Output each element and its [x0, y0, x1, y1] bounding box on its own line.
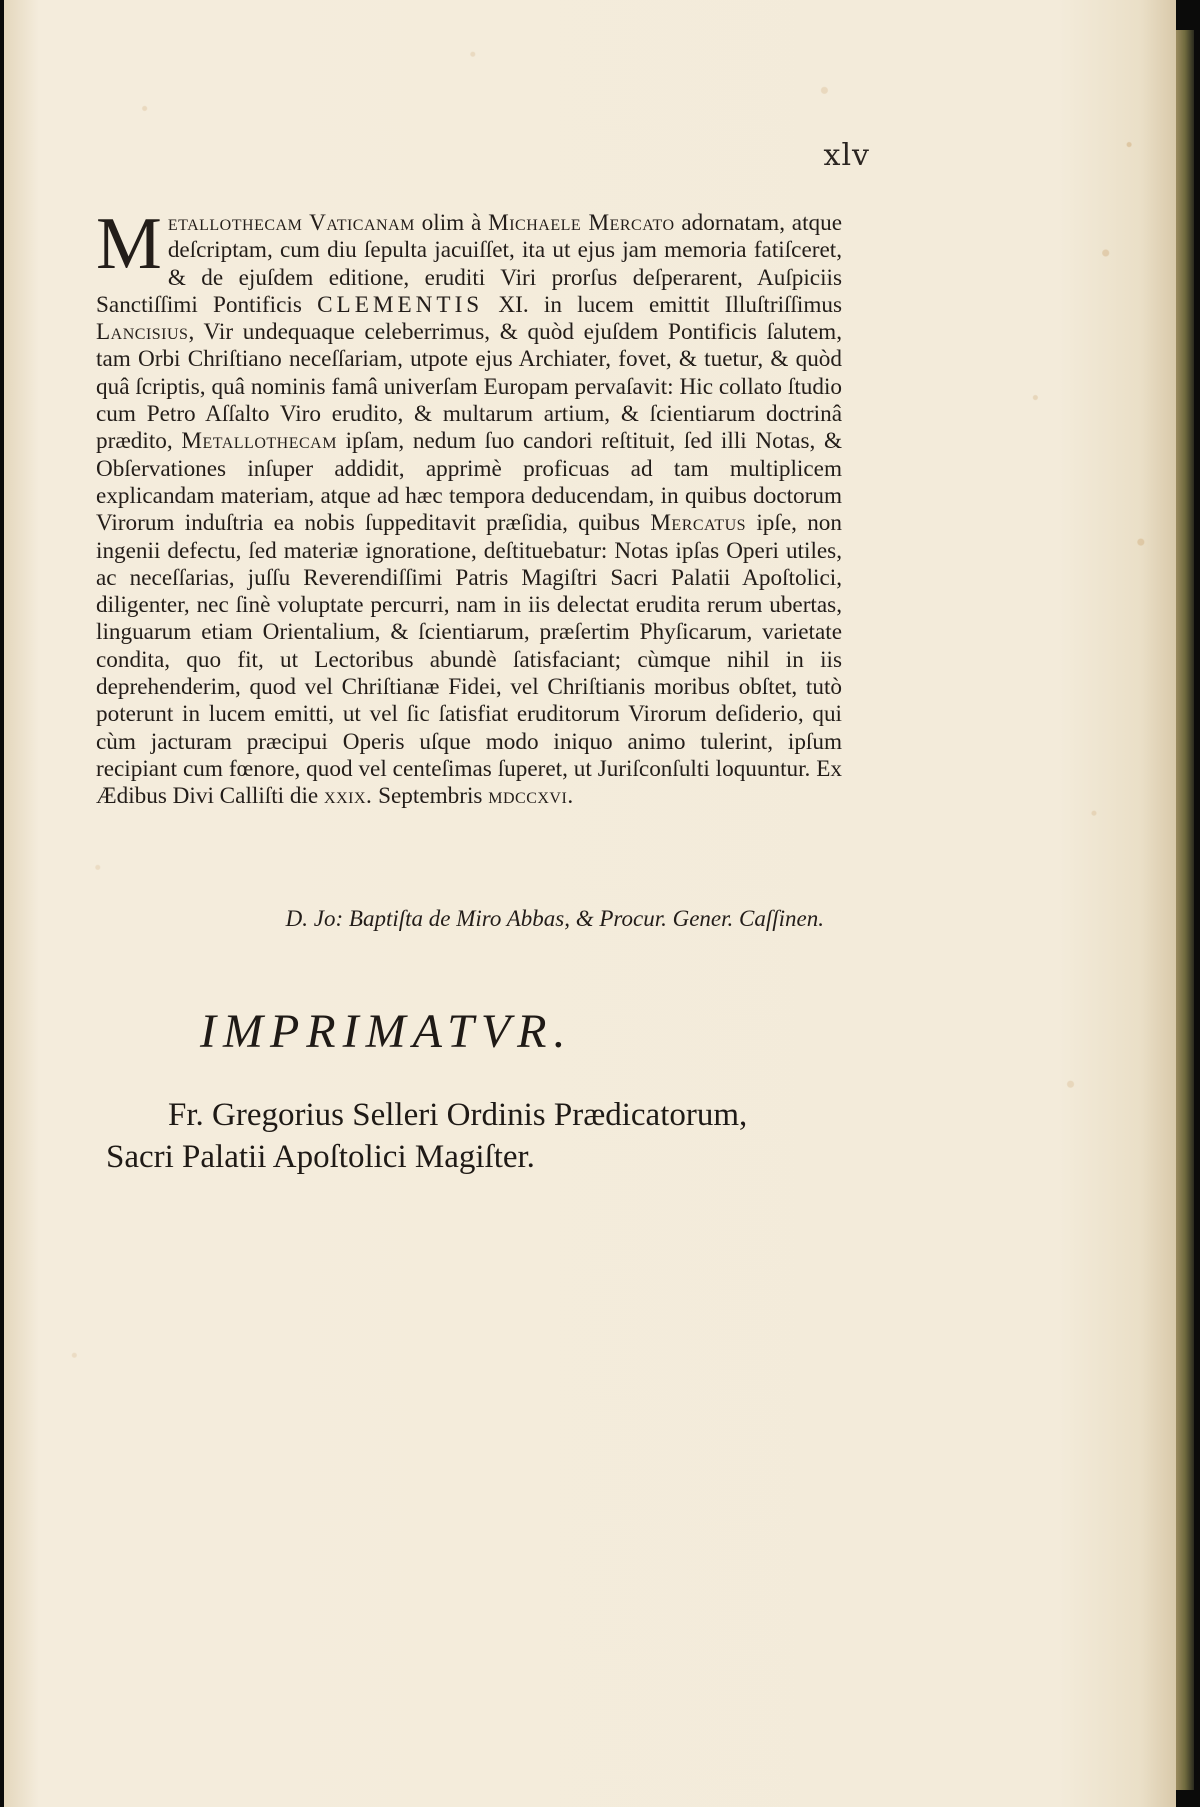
imprimatur-heading: IMPRIMATVR. [200, 1005, 573, 1058]
approbation-paragraph [96, 203, 843, 811]
text-segment: adornatam, atque deſcriptam, cum diu ſepulta jacuiſſet, ita ut ejus jam memoria fatiſceret, & de ejuſdem editione, eruditi Viri prorſus deſperarent, Auſpiciis Sanctiſſimi Pontificis [96, 210, 843, 318]
name-mercato: Michaele Mercato [488, 210, 675, 236]
book-page [4, 0, 1176, 1807]
signature-line: D. Jo: Baptiſta de Miro Abbas, & Procur. Gener. Caſſinen. [285, 906, 824, 931]
approval-line-2: Sacri Palatii Apoſtolici Magiſter. [106, 1139, 535, 1175]
text-segment: olim à [414, 210, 489, 236]
drop-cap: M [96, 203, 162, 285]
text-segment: , Vir undequaque celeberrimus, & quòd ejuſdem Pontificis ſalutem, tam Orbi Chriſtiano neceſſariam, utpote ejus Archiater, fovet, & tuetur, & quòd quâ ſcriptis, quâ nominis famâ univerſam Europam pervaſavit: Hic collato ſtudio cum Petro Aſſalto Viro erudito, & multarum artium, & ſcientiarum doctrinâ prædito, [96, 319, 842, 455]
pope-name: CLEMENTIS [317, 291, 484, 318]
name-lancisius: Lancisius [96, 319, 189, 346]
approval-line-1: Fr. Gregorius Selleri Ordinis Prædicatorum, [168, 1097, 748, 1133]
date-day: xxix. [324, 783, 373, 810]
text-segment: XI. in lucem emittit Illuſtriſſimus [483, 291, 842, 318]
text-segment: ipſam, nedum ſuo candori reſtituit, ſed illi Notas, & Obſervationes inſuper addidit, apprimè proficuas ad tam multiplicem explicandam materiam, atque ad hæc tempora deducendam, in quibus doctorum Virorum induſtria ea nobis ſuppeditavit præſidia, quibus [96, 428, 842, 537]
imprimatur-approval [106, 1094, 866, 1178]
name-metallotheca: Metallothecam [181, 428, 337, 455]
date-year: mdccxvi. [488, 783, 574, 810]
intro-smallcaps: etallothecam Vaticanam [167, 210, 415, 236]
book-page-edge [1176, 30, 1194, 1790]
name-mercatus: Mercatus [650, 510, 747, 537]
page-number: xlv [823, 138, 870, 173]
text-segment: ipſe, non ingenii defectu, ſed materiæ ignoratione, deſtituebatur: Notas ipſas Operi utiles, ac neceſſarias, juſſu Reverendiſſimi Patris Magiſtri Sacri Palatii Apoſtolici, diligenter, nec ſinè voluptate percurri, nam in iis delectat erudita rerum ubertas, linguarum etiam Orientalium, & ſcientiarum, præſertim Phyſicarum, varietate condita, quo fit, ut Lectoribus abundè ſatisfaciant; cùmque nihil in iis deprehenderim, quod vel Chriſtianæ Fidei, vel Chriſtianis moribus obſtet, tutò poterunt in lucem emitti, ut vel ſic ſatisfiat eruditorum Virorum deſiderio, qui cùm jacturam præcipui Operis uſque modo iniquo animo tulerint, ipſum recipiant cum fœnore, quod vel centeſimas ſuperet, ut Juriſconſulti loquuntur. Ex Ædibus Divi Calliſti die [96, 510, 842, 810]
text-segment: Septembris [372, 783, 489, 810]
